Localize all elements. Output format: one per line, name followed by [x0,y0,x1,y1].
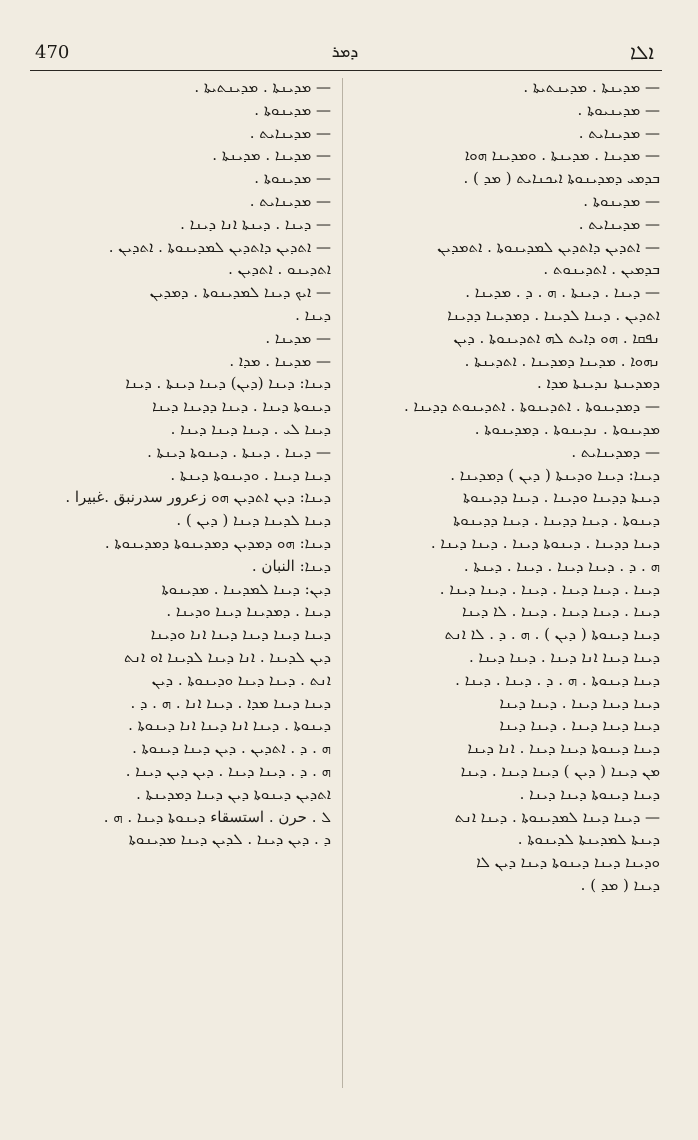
text-line: — ܕܝܢܐ ܕܝܢܐ ܠܡܕܝܢܘܬܐ . ܕܝܢܐ ܐܢܬ [454,807,660,826]
text-line: — ܡܕܝܢܝܘܬܐ . [577,100,660,119]
text-line: — ܡܕܝܢܐܝܬ . [249,123,331,142]
page-header [0,0,698,70]
text-line: ܕܝܢܐ . [295,305,331,324]
text-line: ܕܝܢܐ ܕܝܢܐ ܕܝܢܐ . ܕܝܢܐ ܕܝܢܐ [499,693,660,712]
text-line: ܒܕܡܝܢ . ܐܬܕܝܢܘܬ . [543,260,660,279]
text-line: ܕܝܢܐ: ܕܝܢܐ (ܕܝܢ) ܕܝܢܐ ܕܝܢܬܐ . ܕܝܢܐ [125,374,331,393]
text-line: ܕܝܢܐ ܕܝܢܘܬܐ ( ܕܝܢ ) . ܗ . ܕ . ܠܐ ܐܢܬ [444,625,660,644]
text-line: — ܕܝܢܐ . ܕܝܢܬܐ . ܕܝܢܘܬܐ ܕܝܢܬܐ . [147,442,331,461]
text-line: ܕܝܢ ܠܕܝܢܐ . ܐܢܐ ܕܝܢܐ ܠܕܝܢܐ ܐܘ ܐܢܬ [123,647,331,666]
text-line: ܕܝܢܐ ܕܕܝܢܐ . ܕܝܢܘܬܐ ܕܝܢܐ . ܕܝܢܐ ܕܝܢܐ . [430,533,660,552]
header-rule [30,70,662,71]
page-number: 470 [35,42,70,63]
text-line: — ܡܕܝܢܐ . ܡܕܝܢܬܐ . [212,146,331,165]
text-line: — ܐܬܕܝܢ ܕܐܬܕܝܢ ܠܡܕܝܢܘܬܐ . ܐܬܕܝܢ . [108,237,331,256]
text-line: ܕܝܢܐ: النبان . [251,556,331,575]
right-column [352,76,660,1092]
text-line: ܕܝܢܬܐ ܠܡܕܝܢܬܐ ܠܕܝܢܘܬܐ . [517,830,660,849]
text-line: ܐܬܕܝܢ . ܕܝܢܐ ܠܕܝܢܐ . ܕܡܕܝܢܐ ܕܕܝܢܐ [447,305,660,324]
text-line: — ܕܝܢܐ . ܕܝܢܬܐ . ܗ . ܕ . ܡܕܝܢܐ . [465,283,660,302]
text-line: ܕܝܢ: ܕܝܢܐ ܠܡܕܝܢܐ . ܡܕܝܢܘܬܐ [161,579,331,598]
text-line: ܕܝܢܐ: ܕܝܢ ܐܬܕܝܢ ܗܘ زعرور سدرنبق .غبيرا . [65,488,331,507]
text-line: — ܡܕܝܢܘܬܐ . [583,191,660,210]
text-line: — ܡܕܝܢܐܝܬ . [578,214,660,233]
text-line: ܕܝܢܘܬܐ . ܕܝܢܐ ܐܢܐ ܕܝܢܐ ܐܢܐ ܕܝܢܘܬܐ . [128,716,331,735]
text-line: — ܡܕܝܢܐ . ܡܕܝܢܬܐ . ܘܡܕܝܢܐ ܗܘܐ [464,146,660,165]
text-line: ܐܢܬ . ܕܝܢܐ ܕܝܢܐ ܘܕܝܢܘܬܐ . ܕܝܢ [151,670,331,689]
text-line: ܐܬܕܝܢ ܕܝܢܘܬܐ ܕܝܢ ܕܝܢܐ ܕܡܕܝܢܬܐ . [136,784,331,803]
text-line: ܡܕܝܢܘܬܐ . ܢܕܝܢܘܬܐ . ܕܡܕܝܢܘܬܐ . [474,419,660,438]
text-line: ܕܝܢܐ ( ܡܕ ) . [580,875,660,894]
text-line: — ܡܕܝܢܘܬܐ . [254,100,331,119]
text-line: ܕܝܢܐ ܠܕܝܢܐ ܕܝܢܐ ( ܕܝܢ ) . [176,511,331,530]
text-line: ܕ . ܕܝܢ ܕܝܢܐ . ܠܕܝܢ ܕܝܢܐ ܡܕܝܢܘܬܐ [128,830,331,849]
text-line: — ܕܝܢܐ . ܕܝܢܬܐ ܐܢܐ ܕܝܢܐ . [180,214,331,233]
text-line: ܕܝܢܐ ܕܝܢܐ . ܘܕܝܢܘܬܐ ܕܝܢܬܐ . [170,465,331,484]
text-line: ܗ . ܕ . ܕܝܢܐ ܕܝܢܐ . ܕܝܢ ܕܝܢ ܕܝܢܐ . [125,761,331,780]
running-head: ܕܡܪ [331,42,359,61]
text-line: — ܡܕܝܢܬܐ . ܡܕܝܢܬܝܬܐ . [523,78,660,96]
text-line: ܕܝܢܐ ܕܝܢܐ ܕܝܢܐ ܕܝܢܐ ܐܢܐ ܘܕܝܢܐ [150,625,331,644]
text-line: — ܡܕܝܢܘܬܐ . [254,169,331,188]
text-line: ܕܝܢܐ . ܕܡܕܝܢܐ ܕܝܢܐ ܘܕܝܢܐ . [166,602,331,621]
text-line: ܢܗܘܐ . ܡܕܝܢܐ ܕܡܕܝܢܐ . ܐܬܕܝܢܬܐ . [464,351,660,370]
text-line: ܕܝܢܐ: ܕܝܢܐ ܘܕܝܢܬܐ ( ܕܝܢ ) ܕܡܕܝܢܐ . [450,465,660,484]
text-line: ܕܝܢܐ . ܕܝܢܐ ܕܝܢܐ . ܕܝܢܐ . ܠܐ ܕܝܢܐ [461,602,660,621]
text-line: — ܡܕܝܢܐ . [265,328,331,347]
text-line: ܕܝܢܐ . ܕܝܢܐ ܕܝܢܐ . ܕܝܢܐ . ܕܝܢܐ ܕܝܢܐ . [439,579,660,598]
text-line: — ܐܬܕܝܢ ܕܐܬܕܝܢ ܠܡܕܝܢܘܬܐ . ܐܬܡܕܝܢ [437,237,660,256]
text-line: — ܕܡܕܝܢܐܝܬ . [571,442,660,461]
text-line: ܡܢ ܕܝܢܐ ( ܕܝܢ ) ܕܝܢܐ ܕܝܢܐ . ܕܝܢܐ [460,761,660,780]
text-line: — ܡܕܝܢܬܐ . ܡܕܝܢܬܝܬܐ . [194,78,331,96]
text-line: ܢܦܩܐ . ܗܘ ܕܐܝܬ ܠܗ ܐܬܕܝܢܘܬܐ . ܕܝܢ [453,328,660,347]
text-line: ܐܬܕܝܢܘ . ܐܬܕܝܢ . [228,260,331,279]
text-line: ܕܡܕܝܢܬܐ ܢܕܝܢܬܐ ܡܕܐ . [536,374,660,393]
text-line: — ܐܝܟ ܕܝܢܐ ܠܡܕܝܢܘܬܐ . ܕܡܕܝܢ [149,283,331,302]
text-line: ܕܝܢܐ ܕܝܢܘܬܐ ܕܝܢܐ ܕܝܢܐ . [519,784,660,803]
left-column [34,76,331,1092]
text-line: — ܡܕܝܢܐܝܬ . [578,123,660,142]
text-line: — ܡܕܝܢܐܝܬ . [249,191,331,210]
text-line: ܒܕܡܝ ܕܡܕܝܢܘܬܐ ܐܝܟܢܐܝܬ ( ܡܕ ) . [463,169,660,188]
text-line: — ܡܕܝܢܐ . ܡܕܐ . [229,351,331,370]
text-line: ܕܝܢܐ ܕܝܢܘܬܐ ܕܝܢܐ ܕܝܢܐ . ܐܢܐ ܕܝܢܐ [467,739,660,758]
text-line: ܕܝܢܘܬܐ ܕܝܢܐ . ܕܝܢܐ ܕܕܝܢܐ ܕܝܢܐ [152,397,331,416]
text-line: ܘܕܝܢܐ ܕܝܢܐ ܕܝܢܘܬܐ ܕܝܢܐ ܕܝܢ ܠܐ [476,853,660,872]
text-line: ܕܝܢܘܬܐ . ܕܝܢܐ ܕܕܝܢܐ . ܕܝܢܐ ܕܕܝܢܘܬܐ [453,511,660,530]
text-line: ܗ . ܕ . ܐܬܕܝܢ . ܕܝܢ ܕܝܢܐ ܕܝܢܘܬܐ . [132,739,331,758]
text-line: ܕܝܢܐ ܕܝܢܘܬܐ . ܗ . ܕ . ܕܝܢܐ . ܕܝܢܐ . [455,670,660,689]
text-line: ܗ . ܕ . ܕܝܢܐ ܕܝܢܐ . ܕܝܢܐ . ܕܝܢܬܐ . [463,556,660,575]
text-line: ܠ . حرن . استسقاء ܕܝܢܘܬܐ ܕܝܢܐ . ܗ . [103,807,331,826]
text-line: ܕܝܢܬܐ ܕܕܝܢܐ ܘܕܝܢܐ . ܕܝܢܐ ܕܕܝܢܘܬܐ [462,488,660,507]
text-line: ܕܝܢܐ: ܗܘ ܕܡܕܝܢ ܕܡܕܝܢܘܬܐ ܕܡܕܝܢܘܬܐ . [104,533,331,552]
headword: ܐܠܐ [630,40,654,64]
text-line: ܕܝܢܐ ܕܝܢܐ ܐܢܐ ܕܝܢܐ . ܕܝܢܐ ܕܝܢܐ . [469,647,660,666]
column-divider [342,78,343,1088]
text-line: — ܕܡܕܝܢܘܬܐ . ܐܬܕܝܢܘܬܐ . ܐܬܕܝܢܘܬ ܕܕܝܢܐ . [403,397,660,416]
text-line: ܕܝܢܐ ܕܝܢܐ ܡܕܐ . ܕܝܢܐ ܐܢܐ . ܗ . ܕ . [130,693,331,712]
text-line: ܕܝܢܐ ܕܝܢܐ ܕܝܢܐ . ܕܝܢܐ ܕܝܢܐ [499,716,660,735]
text-line: ܕܝܢܐ ܠܝ . ܕܝܢܐ ܕܝܢܐ ܕܝܢܐ . [170,419,331,438]
